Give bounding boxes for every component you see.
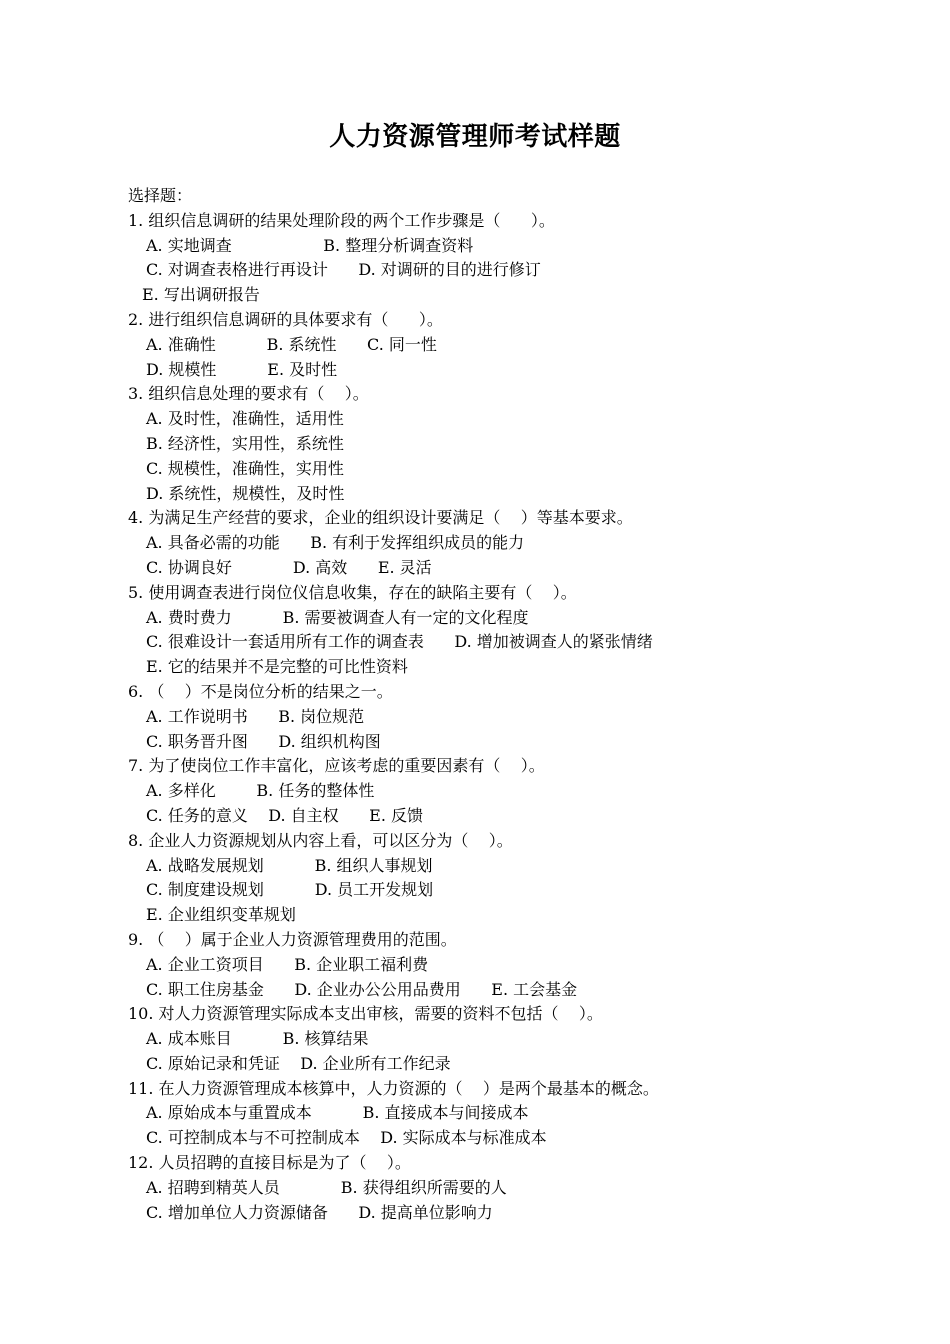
option-line: A. 准确性 B. 系统性 C. 同一性 bbox=[146, 334, 437, 354]
question-text: 1. 组织信息调研的结果处理阶段的两个工作步骤是（ ）。 bbox=[128, 210, 555, 230]
question-text: 11. 在人力资源管理成本核算中，人力资源的（ ）是两个最基本的概念。 bbox=[128, 1078, 659, 1098]
option-line: D. 规模性 E. 及时性 bbox=[146, 359, 338, 379]
option-line: C. 协调良好 D. 高效 E. 灵活 bbox=[146, 557, 432, 577]
option-line: C. 可控制成本与不可控制成本 D. 实际成本与标准成本 bbox=[146, 1128, 547, 1148]
option-line: A. 战略发展规划 B. 组织人事规划 bbox=[146, 855, 433, 875]
option-line: A. 招聘到精英人员 B. 获得组织所需要的人 bbox=[146, 1177, 507, 1197]
option-line: A. 企业工资项目 B. 企业职工福利费 bbox=[146, 954, 429, 974]
option-line: C. 很难设计一套适用所有工作的调查表 D. 增加被调查人的紧张情绪 bbox=[146, 632, 653, 652]
question-text: 4. 为满足生产经营的要求，企业的组织设计要满足（ ）等基本要求。 bbox=[128, 508, 633, 528]
option-line: C. 增加单位人力资源储备 D. 提高单位影响力 bbox=[146, 1202, 493, 1222]
option-line: A. 具备必需的功能 B. 有利于发挥组织成员的能力 bbox=[146, 533, 525, 553]
question-text: 6. （ ）不是岗位分析的结果之一。 bbox=[128, 681, 393, 701]
option-line: A. 工作说明书 B. 岗位规范 bbox=[146, 706, 365, 726]
option-line: C. 职务晋升图 D. 组织机构图 bbox=[146, 731, 381, 751]
document-title: 人力资源管理师考试样题 bbox=[329, 122, 621, 152]
option-line: C. 原始记录和凭证 D. 企业所有工作纪录 bbox=[146, 1053, 451, 1073]
option-line: A. 原始成本与重置成本 B. 直接成本与间接成本 bbox=[146, 1103, 529, 1123]
option-line: C. 任务的意义 D. 自主权 E. 反馈 bbox=[146, 805, 423, 825]
question-text: 8. 企业人力资源规划从内容上看，可以区分为（ ）。 bbox=[128, 830, 513, 850]
question-lines bbox=[128, 209, 928, 1226]
option-line: E. 企业组织变革规划 bbox=[146, 905, 296, 925]
option-line: C. 规模性，准确性，实用性 bbox=[146, 458, 344, 478]
option-line: A. 实地调查 B. 整理分析调查资料 bbox=[146, 235, 474, 255]
question-text: 3. 组织信息处理的要求有（ ）。 bbox=[128, 384, 369, 404]
question-text: 9. （ ）属于企业人力资源管理费用的范围。 bbox=[128, 929, 457, 949]
option-line: A. 成本账目 B. 核算结果 bbox=[146, 1029, 369, 1049]
option-line: D. 系统性，规模性，及时性 bbox=[146, 483, 345, 503]
option-line: C. 对调查表格进行再设计 D. 对调研的目的进行修订 bbox=[146, 260, 541, 280]
option-line: B. 经济性，实用性，系统性 bbox=[146, 433, 344, 453]
section-label: 选择题： bbox=[128, 186, 193, 205]
option-line: E. 它的结果并不是完整的可比性资料 bbox=[146, 657, 408, 677]
question-text: 12. 人员招聘的直接目标是为了（ ）。 bbox=[128, 1153, 411, 1173]
option-line: E. 写出调研报告 bbox=[142, 285, 260, 305]
question-text: 7. 为了使岗位工作丰富化，应该考虑的重要因素有（ ）。 bbox=[128, 756, 545, 776]
option-line: A. 及时性，准确性，适用性 bbox=[146, 409, 344, 429]
option-line: C. 制度建设规划 D. 员工开发规划 bbox=[146, 880, 434, 900]
option-line: C. 职工住房基金 D. 企业办公公用品费用 E. 工会基金 bbox=[146, 979, 578, 999]
question-list bbox=[128, 184, 928, 1225]
question-text: 10. 对人力资源管理实际成本支出审核，需要的资料不包括（ ）。 bbox=[128, 1004, 603, 1024]
question-text: 2. 进行组织信息调研的具体要求有（ ）。 bbox=[128, 309, 443, 329]
question-text: 5. 使用调查表进行岗位仪信息收集，存在的缺陷主要有（ ）。 bbox=[128, 582, 577, 602]
option-line: A. 多样化 B. 任务的整体性 bbox=[146, 781, 375, 801]
option-line: A. 费时费力 B. 需要被调查人有一定的文化程度 bbox=[146, 607, 529, 627]
